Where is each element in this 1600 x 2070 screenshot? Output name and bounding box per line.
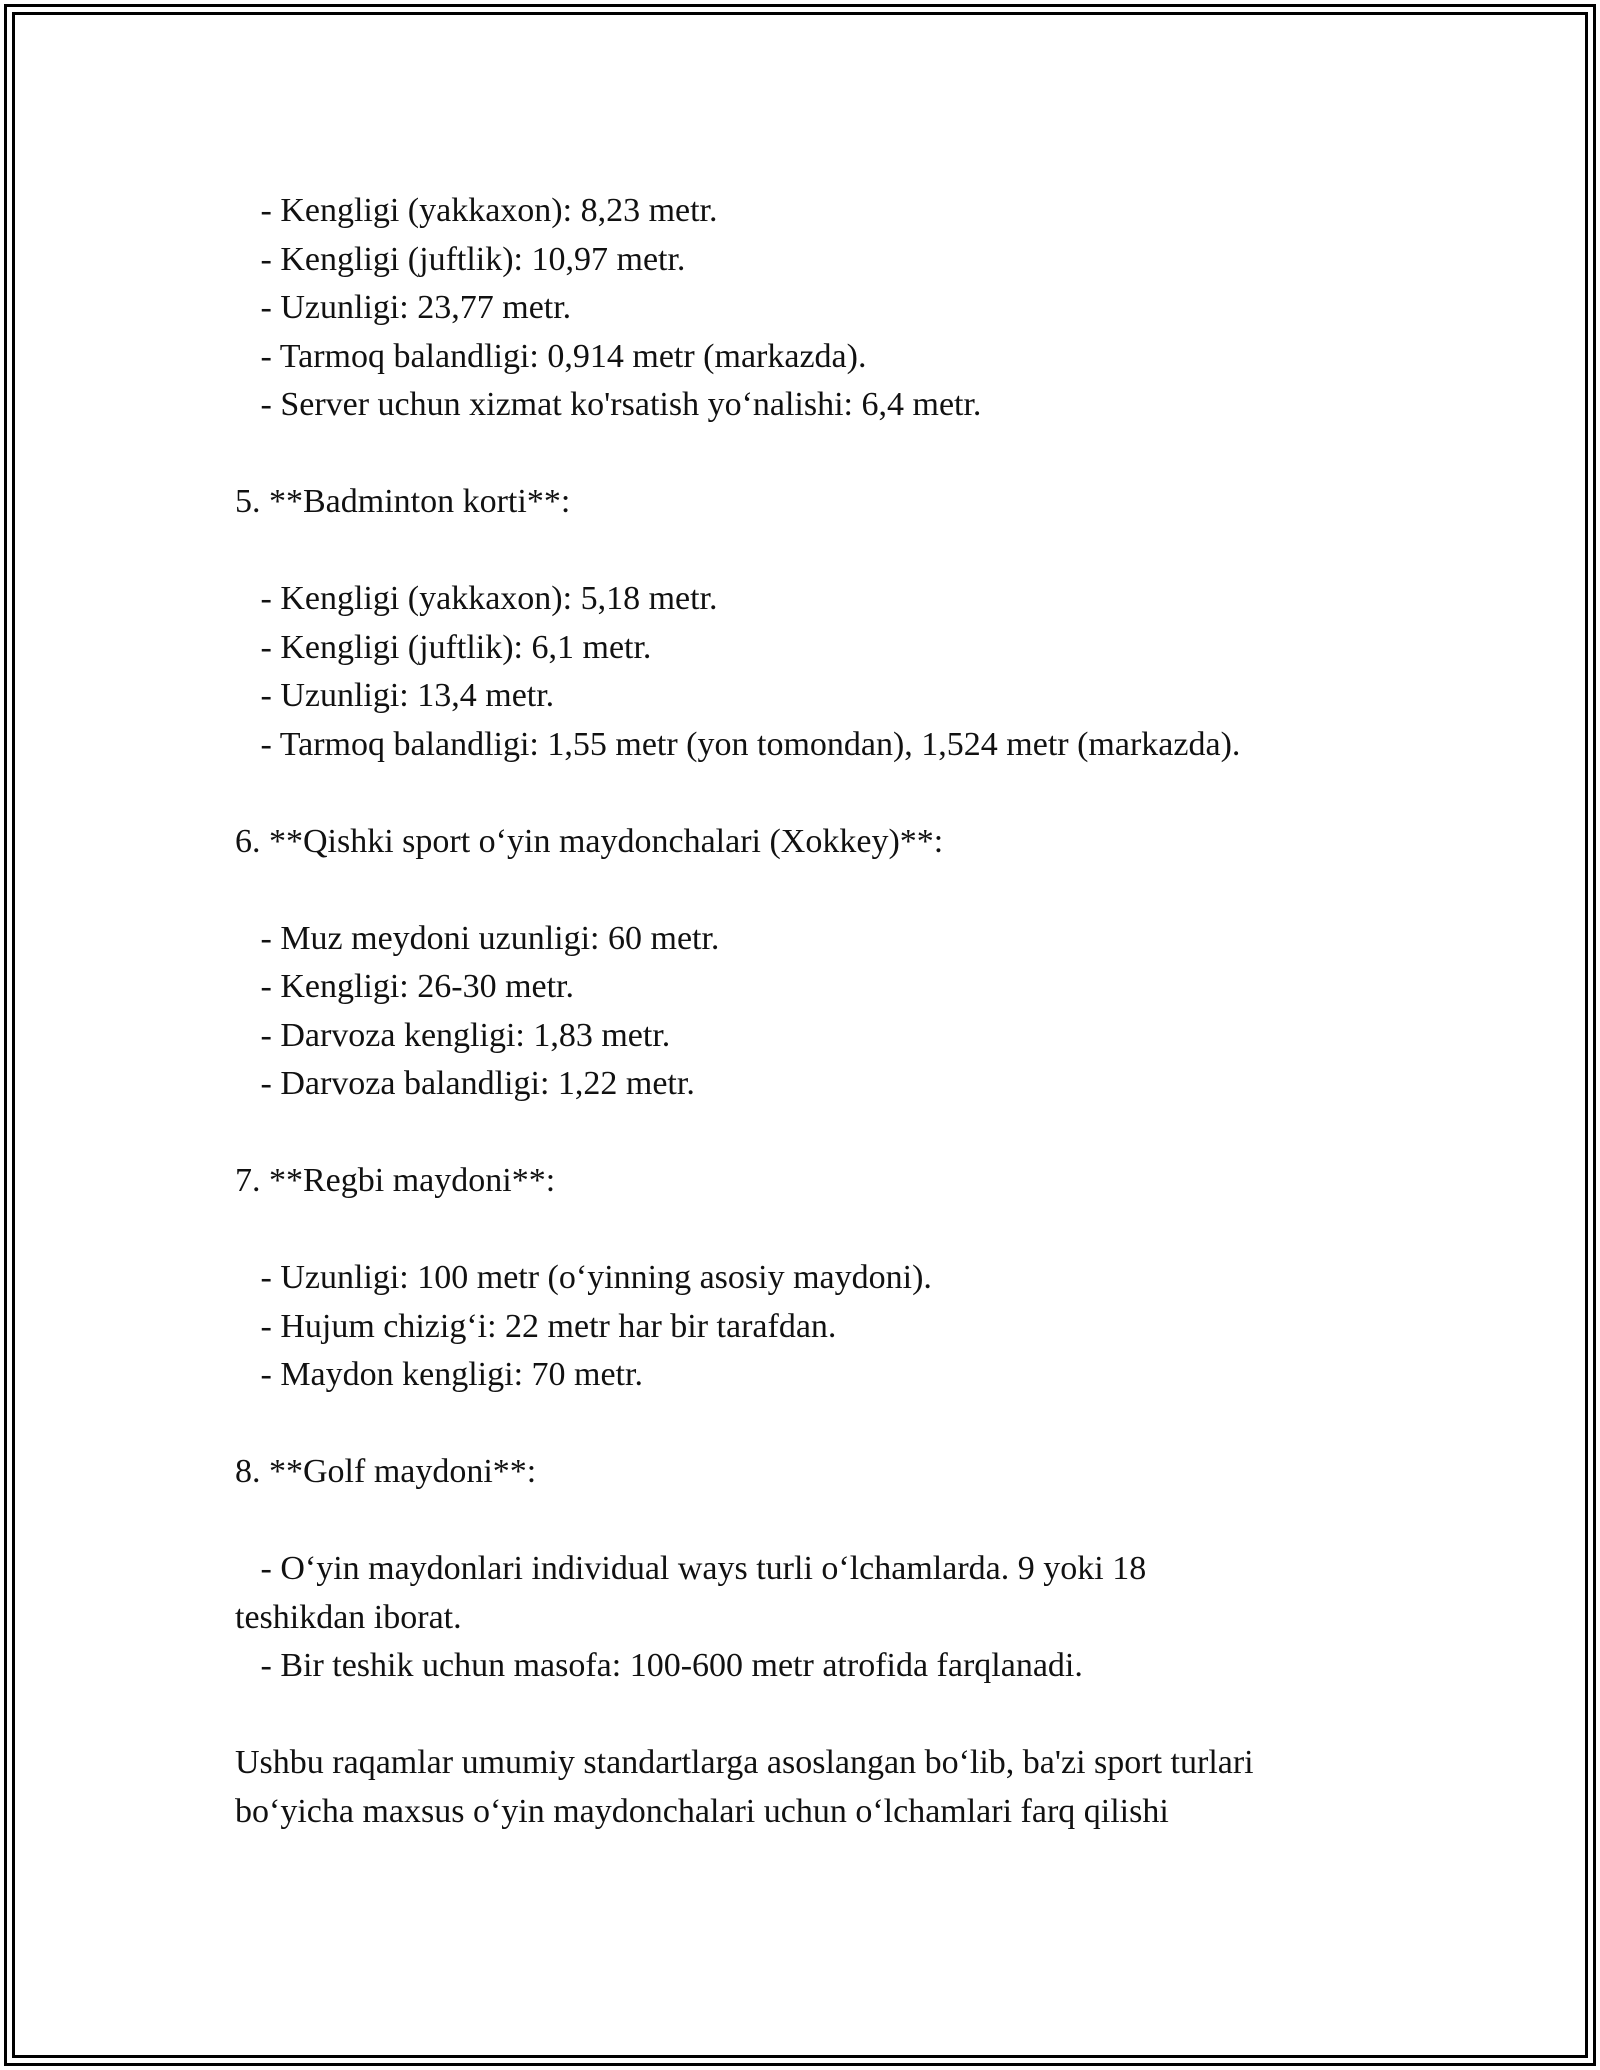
text-line: - Darvoza balandligi: 1,22 metr. [235, 1065, 695, 1102]
text-line: - Hujum chizig‘i: 22 metr har bir tarafdan. [235, 1307, 837, 1345]
text-line: - Tarmoq balandligi: 0,914 metr (markazda). [235, 337, 867, 375]
text-line: - Muz meydoni uzunligi: 60 metr. [235, 919, 720, 957]
text-line: - Kengligi: 26-30 metr. [235, 968, 575, 1005]
blank-line [235, 1497, 1415, 1546]
section-heading: 5. **Badminton korti**: [235, 483, 571, 520]
text-line: - Server uchun xizmat ko'rsatish yo‘nalishi: 6,4 metr. [235, 386, 982, 423]
text-line: - O‘yin maydonlari individual ways turli o‘lchamlarda. 9 yoki 18 [235, 1550, 1147, 1587]
text-line: teshikdan iborat. [235, 1598, 462, 1636]
text-line: - Bir teshik uchun masofa: 100-600 metr atrofida farqlanadi. [235, 1647, 1083, 1684]
paragraph-line: Ushbu raqamlar umumiy standartlarga asoslangan bo‘lib, ba'zi sport turlari [235, 1744, 1254, 1781]
blank-line [235, 866, 1415, 915]
text-line: - Kengligi (juftlik): 6,1 metr. [235, 628, 652, 666]
document-body [235, 187, 1415, 1836]
text-line: - Uzunligi: 23,77 metr. [235, 289, 572, 326]
text-line: - Kengligi (yakkaxon): 8,23 metr. [235, 192, 718, 229]
blank-line [235, 1206, 1415, 1255]
text-line: - Tarmoq balandligi: 1,55 metr (yon tomondan), 1,524 metr (markazda). [235, 725, 1241, 763]
blank-line [235, 769, 1415, 818]
text-line: - Maydon kengligi: 70 metr. [235, 1356, 643, 1393]
blank-line [235, 1691, 1415, 1740]
text-line: - Uzunligi: 100 metr (o‘yinning asosiy maydoni). [235, 1259, 932, 1296]
text-line: - Uzunligi: 13,4 metr. [235, 677, 555, 714]
blank-line [235, 430, 1415, 479]
section-heading: 8. **Golf maydoni**: [235, 1453, 537, 1490]
blank-line [235, 1109, 1415, 1158]
blank-line [235, 527, 1415, 576]
text-line: - Darvoza kengligi: 1,83 metr. [235, 1016, 671, 1054]
text-line: - Kengligi (juftlik): 10,97 metr. [235, 240, 686, 278]
paragraph-line: bo‘yicha maxsus o‘yin maydonchalari uchun o‘lchamlari farq qilishi [235, 1792, 1169, 1830]
text-line: - Kengligi (yakkaxon): 5,18 metr. [235, 580, 718, 617]
blank-line [235, 1400, 1415, 1449]
section-heading: 7. **Regbi maydoni**: [235, 1162, 556, 1199]
section-heading: 6. **Qishki sport o‘yin maydonchalari (Xokkey)**: [235, 822, 944, 860]
